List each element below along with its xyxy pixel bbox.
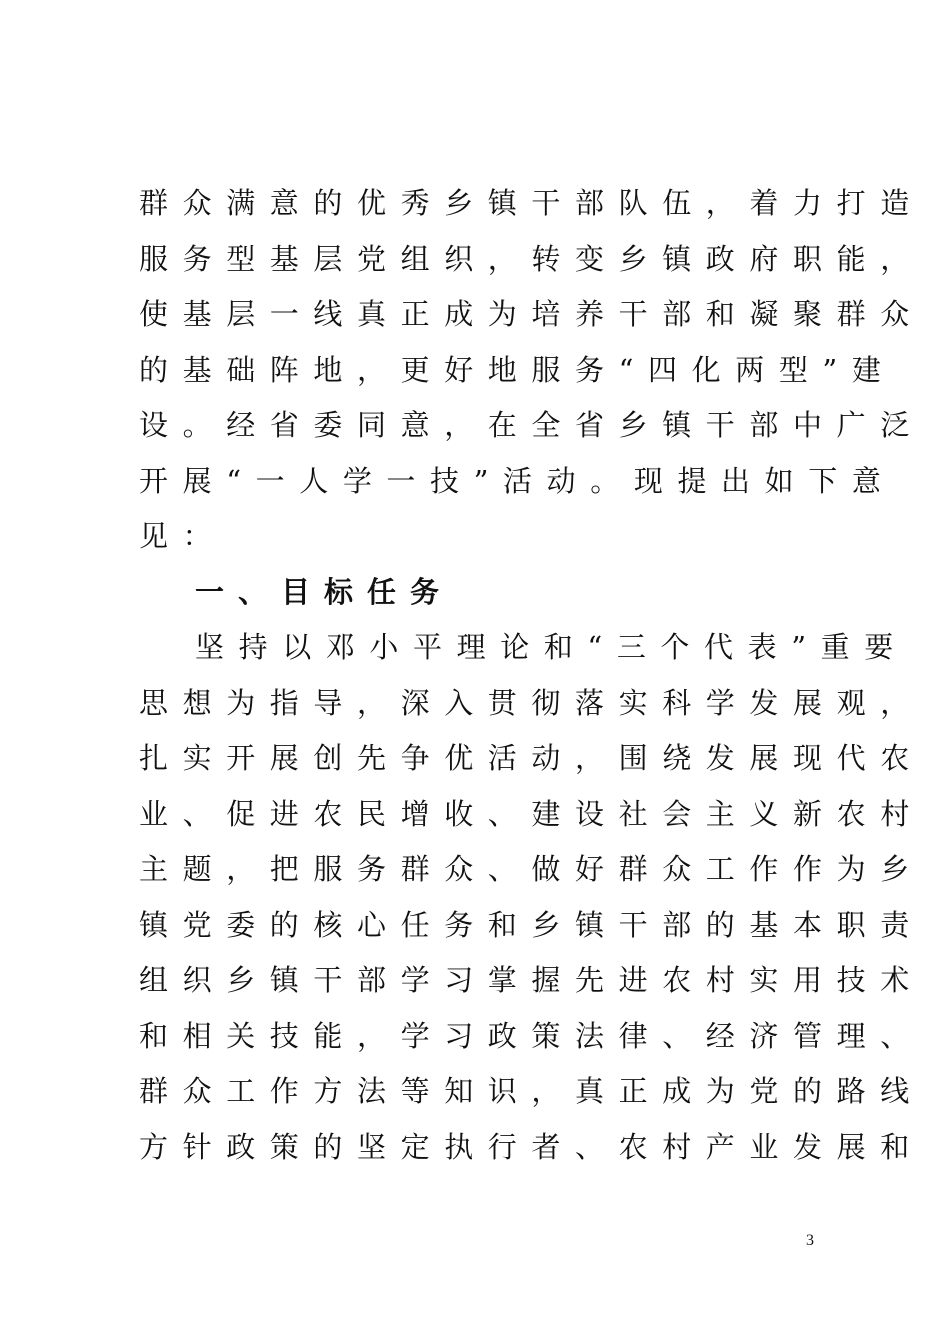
text-line: 见： — [139, 519, 227, 553]
text-line: 使基层一线真正成为培养干部和凝聚群众 — [139, 297, 924, 331]
page-number: 3 — [806, 1232, 814, 1249]
text-line: 群众满意的优秀乡镇干部队伍，着力打造 — [139, 186, 924, 220]
text-line: 扎实开展创先争优活动，围绕发展现代农 — [139, 741, 924, 775]
text-line: 方针政策的坚定执行者、农村产业发展和 — [139, 1129, 924, 1164]
text-line: 设。经省委同意，在全省乡镇干部中广泛 — [139, 408, 924, 442]
text-line: 开展“一人学一技”活动。现提出如下意 — [139, 463, 896, 498]
document-body — [139, 176, 924, 1175]
text-line: 坚持以邓小平理论和“三个代表”重要 — [195, 630, 908, 664]
text-line: 组织乡镇干部学习掌握先进农村实用技术 — [139, 963, 924, 997]
text-line: 的基础阵地，更好地服务“四化两型”建 — [139, 352, 896, 387]
text-line: 业、促进农民增收、建设社会主义新农村 — [139, 796, 924, 831]
text-line: 镇党委的核心任务和乡镇干部的基本职责 — [139, 907, 924, 942]
section-heading: 一、目标任务 — [195, 574, 454, 609]
text-line: 思想为指导，深入贯彻落实科学发展观， — [139, 685, 924, 720]
text-line: 服务型基层党组织，转变乡镇政府职能， — [139, 241, 924, 276]
text-line: 和相关技能，学习政策法律、经济管理、 — [139, 1018, 924, 1053]
text-line: 群众工作方法等知识，真正成为党的路线 — [139, 1074, 924, 1108]
text-line: 主题，把服务群众、做好群众工作作为乡 — [139, 852, 924, 886]
